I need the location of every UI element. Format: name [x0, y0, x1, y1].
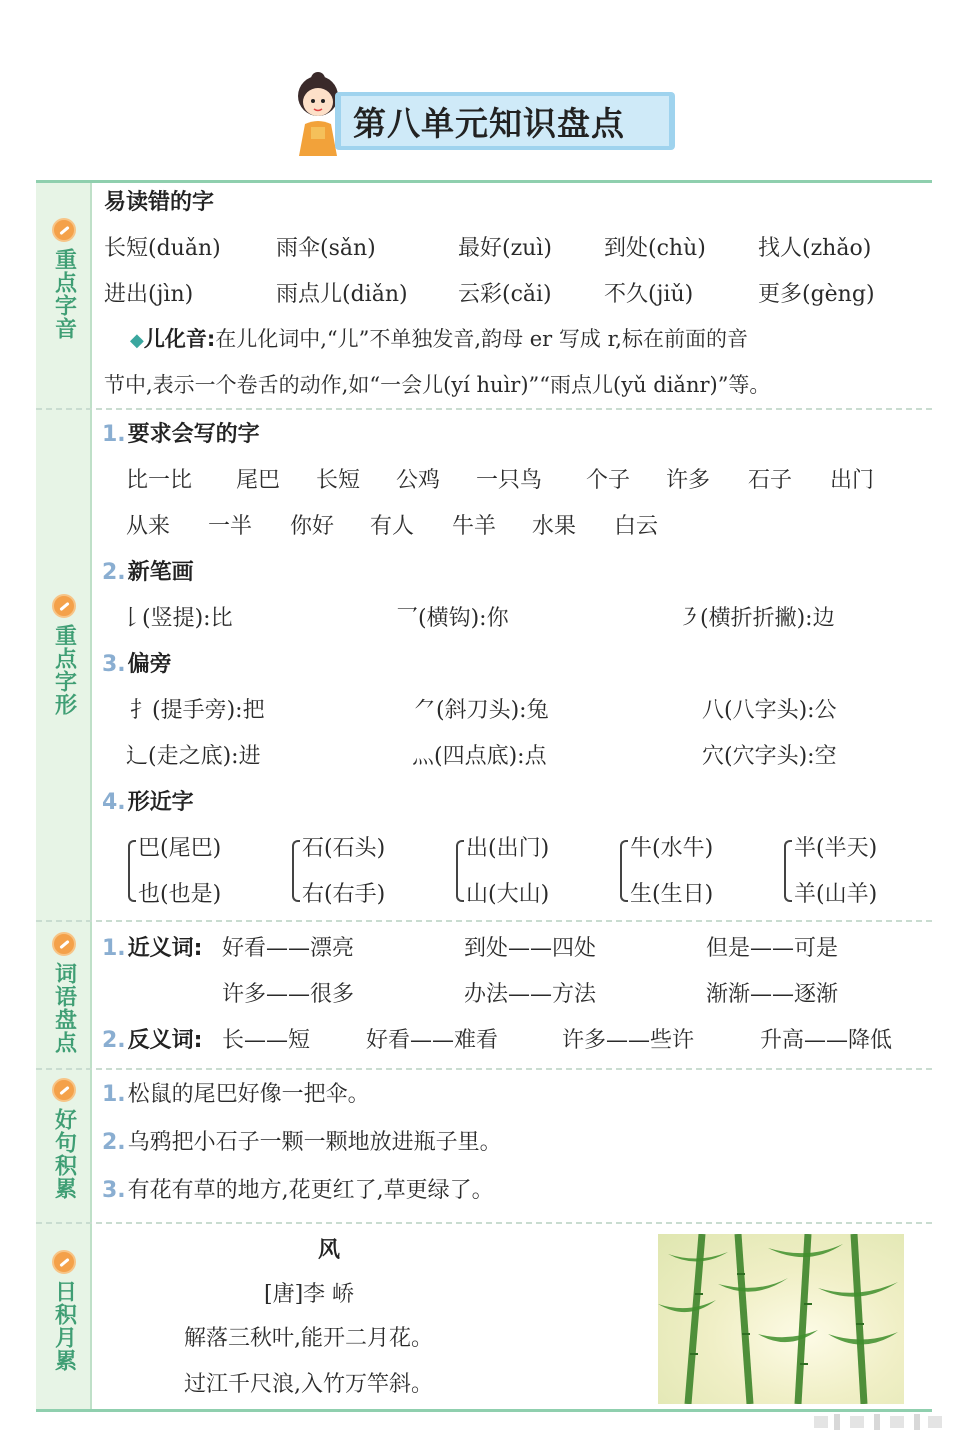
pencil-badge-icon: [52, 594, 76, 618]
list-item: 牛(水牛): [630, 836, 714, 861]
list-item: 雨点儿(diǎn): [276, 282, 408, 307]
section-sidebar: [36, 183, 92, 1409]
list-item: 云彩(cǎi): [458, 282, 552, 307]
list-item: 找人(zhǎo): [758, 236, 872, 261]
list-item: 长短: [316, 468, 361, 493]
list-item: 许多——些许: [562, 1028, 695, 1053]
list-item: 个子: [586, 468, 631, 493]
section-divider: [36, 920, 932, 922]
list-item: 牛羊: [452, 514, 497, 539]
list-item: ⺈(斜刀头):兔: [414, 698, 549, 723]
pencil-badge-icon: [52, 1078, 76, 1102]
list-item: 出(出门): [466, 836, 550, 861]
sentence-3: 3.有花有草的地方,花更红了,草更绿了。: [102, 1178, 494, 1203]
list-item: 右(右手): [302, 882, 386, 907]
poem-line-1: 解落三秋叶,能开二月花。: [184, 1326, 433, 1351]
list-item: 石子: [748, 468, 793, 493]
page-navigation-marks: [814, 1412, 944, 1432]
title-banner: [335, 92, 675, 150]
list-item: 有人: [370, 514, 415, 539]
list-item: 好看——难看: [366, 1028, 499, 1053]
list-item: 出门: [830, 468, 875, 493]
list-item: 许多——很多: [222, 982, 355, 1007]
list-item: 长——短: [222, 1028, 311, 1053]
section-divider: [36, 1068, 932, 1070]
list-item: 从来: [126, 514, 171, 539]
list-item: 八(八字头):公: [702, 698, 837, 723]
list-item: 但是——可是: [706, 936, 839, 961]
section-label-ci-yu: 词语盘点: [36, 932, 92, 1054]
brace-icon: [620, 840, 628, 902]
similar-heading: 4.形近字: [102, 790, 194, 815]
list-item: 灬(四点底):点: [412, 744, 547, 769]
list-item: 半(半天): [794, 836, 878, 861]
list-item: 也(也是): [138, 882, 222, 907]
diamond-bullet-icon: ◆: [130, 330, 144, 351]
section-label-zi-xing: 重点字形: [36, 594, 92, 716]
list-item: 一只鸟: [476, 468, 543, 493]
pencil-badge-icon: [52, 218, 76, 242]
strokes-heading: 2.新笔画: [102, 560, 194, 585]
section-label-zi-yin: 重点字音: [36, 218, 92, 340]
write-heading: 1.要求会写的字: [102, 422, 260, 447]
list-item: 雨伞(sǎn): [276, 236, 376, 261]
list-item: 乛(横钩):你: [396, 606, 509, 631]
list-item: 到处——四处: [464, 936, 597, 961]
poem-title: 风: [318, 1238, 341, 1263]
list-item: ㇋(横折折撇):边: [678, 606, 835, 631]
list-item: 办法——方法: [464, 982, 597, 1007]
erhua-note: ◆儿化音:在儿化词中,“儿”不单独发音,韵母 er 写成 r,标在前面的音: [130, 327, 748, 351]
list-item: 𠄌(竖提):比: [120, 606, 233, 631]
list-item: 石(石头): [302, 836, 386, 861]
list-item: 更多(gèng): [758, 282, 875, 307]
brace-icon: [784, 840, 792, 902]
list-item: 山(大山): [466, 882, 550, 907]
erhua-note-line-2: 节中,表示一个卷舌的动作,如“一会儿(yí huìr)”“雨点儿(yǔ diǎnr)”等。: [104, 373, 771, 397]
list-item: 渐渐——逐渐: [706, 982, 839, 1007]
list-item: 进出(jìn): [104, 282, 194, 307]
pencil-badge-icon: [52, 932, 76, 956]
bamboo-picture: [658, 1234, 904, 1404]
list-item: 生(生日): [630, 882, 714, 907]
radicals-heading: 3.偏旁: [102, 652, 172, 677]
list-item: 好看——漂亮: [222, 936, 355, 961]
list-item: 公鸡: [396, 468, 441, 493]
section-label-ri-ji: 日积月累: [36, 1250, 92, 1372]
list-item: 尾巴: [236, 468, 281, 493]
page-title: 第八单元知识盘点: [353, 104, 625, 143]
list-item: 一半: [208, 514, 253, 539]
list-item: 羊(山羊): [794, 882, 878, 907]
list-item: 辶(走之底):进: [126, 744, 261, 769]
bamboo-icon: [658, 1234, 904, 1404]
list-item: 巴(尾巴): [138, 836, 222, 861]
section-divider: [36, 408, 932, 410]
section-divider: [36, 1222, 932, 1224]
list-item: 比一比: [126, 468, 193, 493]
list-item: 长短(duǎn): [104, 236, 221, 261]
brace-icon: [292, 840, 300, 902]
brace-icon: [456, 840, 464, 902]
section-label-hao-ju: 好句积累: [36, 1078, 92, 1200]
list-item: 升高——降低: [760, 1028, 893, 1053]
brace-icon: [128, 840, 136, 902]
list-item: 白云: [614, 514, 659, 539]
list-item: 最好(zuì): [458, 236, 552, 261]
list-item: 你好: [290, 514, 335, 539]
sentence-1: 1.松鼠的尾巴好像一把伞。: [102, 1082, 370, 1107]
sentence-2: 2.乌鸦把小石子一颗一颗地放进瓶子里。: [102, 1130, 502, 1155]
pencil-badge-icon: [52, 1250, 76, 1274]
list-item: 水果: [532, 514, 577, 539]
list-item: 扌(提手旁):把: [130, 698, 265, 723]
zi-yin-heading: 易读错的字: [104, 190, 215, 215]
page-header: [287, 70, 687, 160]
list-item: 不久(jiǔ): [604, 282, 694, 307]
poem-author: [唐]李 峤: [264, 1282, 355, 1307]
list-item: 到处(chù): [604, 236, 706, 261]
list-item: 许多: [666, 468, 711, 493]
poem-line-2: 过江千尺浪,入竹万竿斜。: [184, 1372, 433, 1397]
list-item: 穴(穴字头):空: [702, 744, 837, 769]
